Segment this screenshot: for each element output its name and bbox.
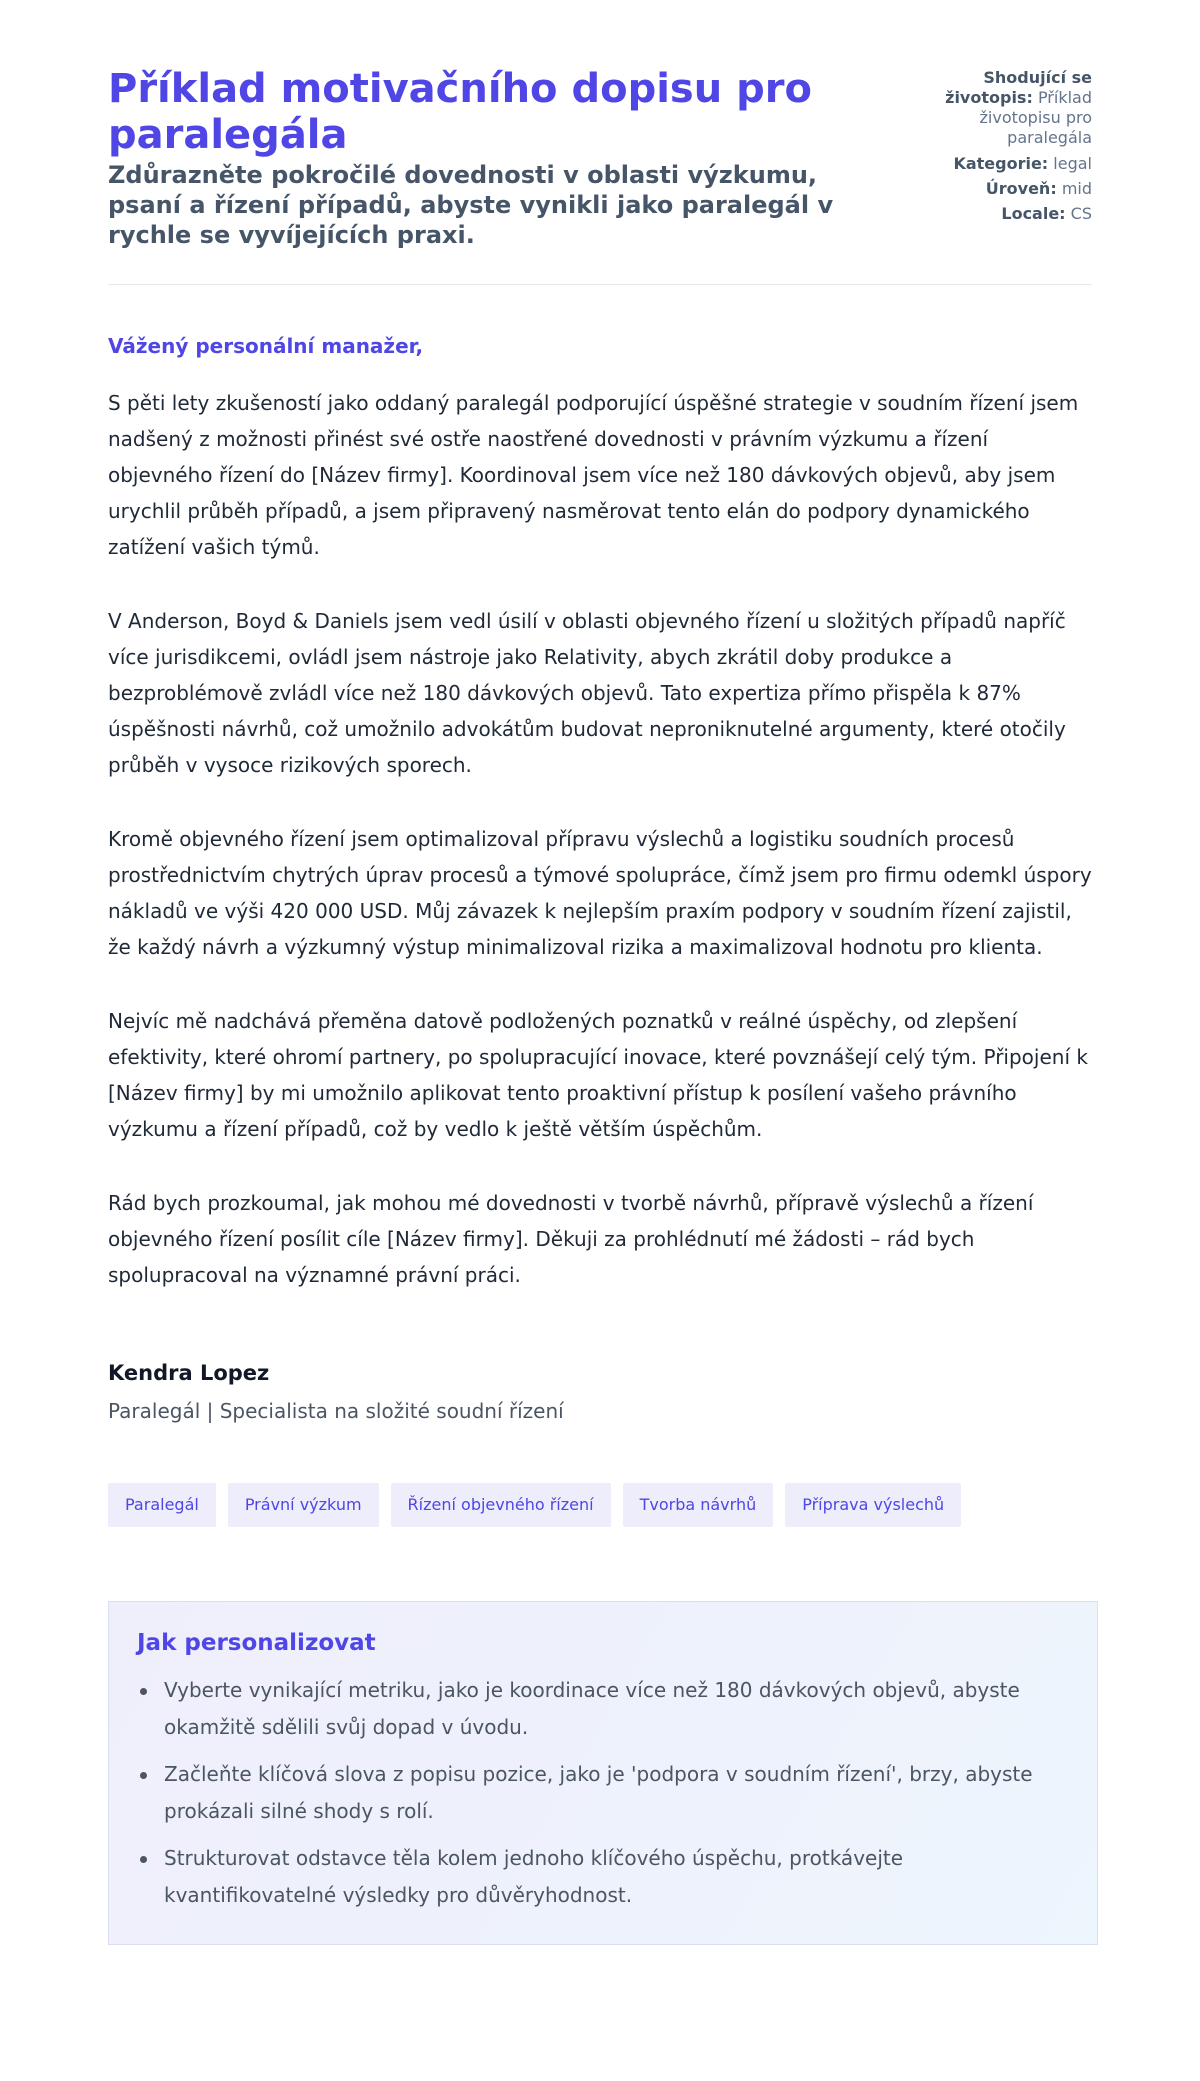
letter-paragraph: Rád bych prozkoumal, jak mohou mé dovednosti v tvorbě návrhů, přípravě výslechů a řízení objevného řízení posílit cíle [Název firmy]. Děkuji za prohlédnutí mé žádosti – rád bych spolupracoval na významné právní práci. (108, 1191, 1034, 1287)
meta-category (893, 154, 1092, 174)
letter-paragraph: Nejvíc mě nadchává přeměna datově podložených poznatků v reálné úspěchy, od zlepšení efektivity, které ohromí partnery, po spolupracující inovace, které povznášejí celý tým. Připojení k [Název firmy] by mi umožnilo aplikovat tento proaktivní přístup k posílení vašeho právního výzkumu a řízení případů, což by vedlo k ještě větším úspěchům. (108, 1009, 1088, 1141)
skill-tag: Právní výzkum (228, 1483, 379, 1527)
skill-tags (108, 1483, 1092, 1527)
meta-resume-value: Příklad životopisu pro paralegála (979, 88, 1092, 147)
letter-paragraph: S pěti lety zkušeností jako oddaný paralegál podporující úspěšné strategie v soudním řízení jsem nadšený z možnosti přinést své ostře naostřené dovednosti v právním výzkumu a řízení objevného řízení do [Název firmy]. Koordinoval jsem více než 180 dávkových objevů, aby jsem urychlil průběh případů, a jsem připravený nasměrovat tento elán do podpory dynamického zatížení vašich týmů. (108, 391, 1079, 559)
meta-category-key: Kategorie: (953, 154, 1049, 173)
meta-level (893, 179, 1092, 199)
letter-greeting: Vážený personální manažer, (108, 334, 424, 358)
meta-level-key: Úroveň: (985, 179, 1057, 198)
tips-list (137, 1672, 1069, 1914)
tips-title: Jak personalizovat (137, 1630, 376, 1656)
meta-locale-value: CS (1070, 204, 1092, 223)
meta-category-value: legal (1053, 154, 1092, 173)
skill-tag: Řízení objevného řízení (391, 1483, 611, 1527)
tips-list-item: Vyberte vynikající metriku, jako je koordinace více než 180 dávkových objevů, abyste okamžitě sdělili svůj dopad v úvodu. (137, 1672, 1069, 1746)
page-header (108, 66, 1092, 285)
skill-tag: Paralegál (108, 1483, 216, 1527)
letter-paragraph: V Anderson, Boyd & Daniels jsem vedl úsilí v oblasti objevného řízení u složitých případů napříč více jurisdikcemi, ovládl jsem nástroje jako Relativity, abych zkrátil doby produkce a bezproblémově zvládl více než 180 dávkových objevů. Tato expertiza přímo přispěla k 87% úspěšnosti návrhů, což umožnilo advokátům budovat neproniknutelné argumenty, které otočily průběh v vysoce rizikových sporech. (108, 609, 1066, 777)
skill-tag: Příprava výslechů (785, 1483, 961, 1527)
meta-panel (893, 66, 1092, 229)
letter-body (108, 385, 1092, 1293)
signature-name: Kendra Lopez (108, 1361, 270, 1385)
tips-list-item: Začleňte klíčová slova z popisu pozice, jako je 'podpora v soudním řízení', brzy, abyste prokázali silné shody s rolí. (137, 1756, 1069, 1830)
header-titles (108, 66, 893, 250)
meta-level-value: mid (1061, 179, 1092, 198)
page-title: Příklad motivačního dopisu pro paralegála (108, 66, 812, 158)
personalize-tips-box (108, 1601, 1098, 1945)
skill-tag: Tvorba návrhů (623, 1483, 774, 1527)
meta-matching-resume (893, 68, 1092, 148)
meta-locale (893, 204, 1092, 224)
letter-paragraph: Kromě objevného řízení jsem optimalizoval přípravu výslechů a logistiku soudních procesů prostřednictvím chytrých úprav procesů a týmové spolupráce, čímž jsem pro firmu odemkl úspory nákladů ve výši 420 000 USD. Můj závazek k nejlepším praxím podpory v soudním řízení zajistil, že každý návrh a výzkumný výstup minimalizoval rizika a maximalizoval hodnotu pro klienta. (108, 827, 1092, 959)
signature-role: Paralegál | Specialista na složité soudní řízení (108, 1399, 564, 1423)
meta-locale-key: Locale: (1001, 204, 1066, 223)
letter (108, 333, 1092, 1425)
tips-list-item: Strukturovat odstavce těla kolem jednoho klíčového úspěchu, protkávejte kvantifikovatelné výsledky pro důvěryhodnost. (137, 1840, 1069, 1914)
meta-resume-key: Shodující se životopis: (945, 68, 1092, 107)
page-subtitle: Zdůrazněte pokročilé dovednosti v oblasti výzkumu, psaní a řízení případů, abyste vynikli jako paralegál v rychle se vyvíjejících praxi. (108, 161, 834, 249)
